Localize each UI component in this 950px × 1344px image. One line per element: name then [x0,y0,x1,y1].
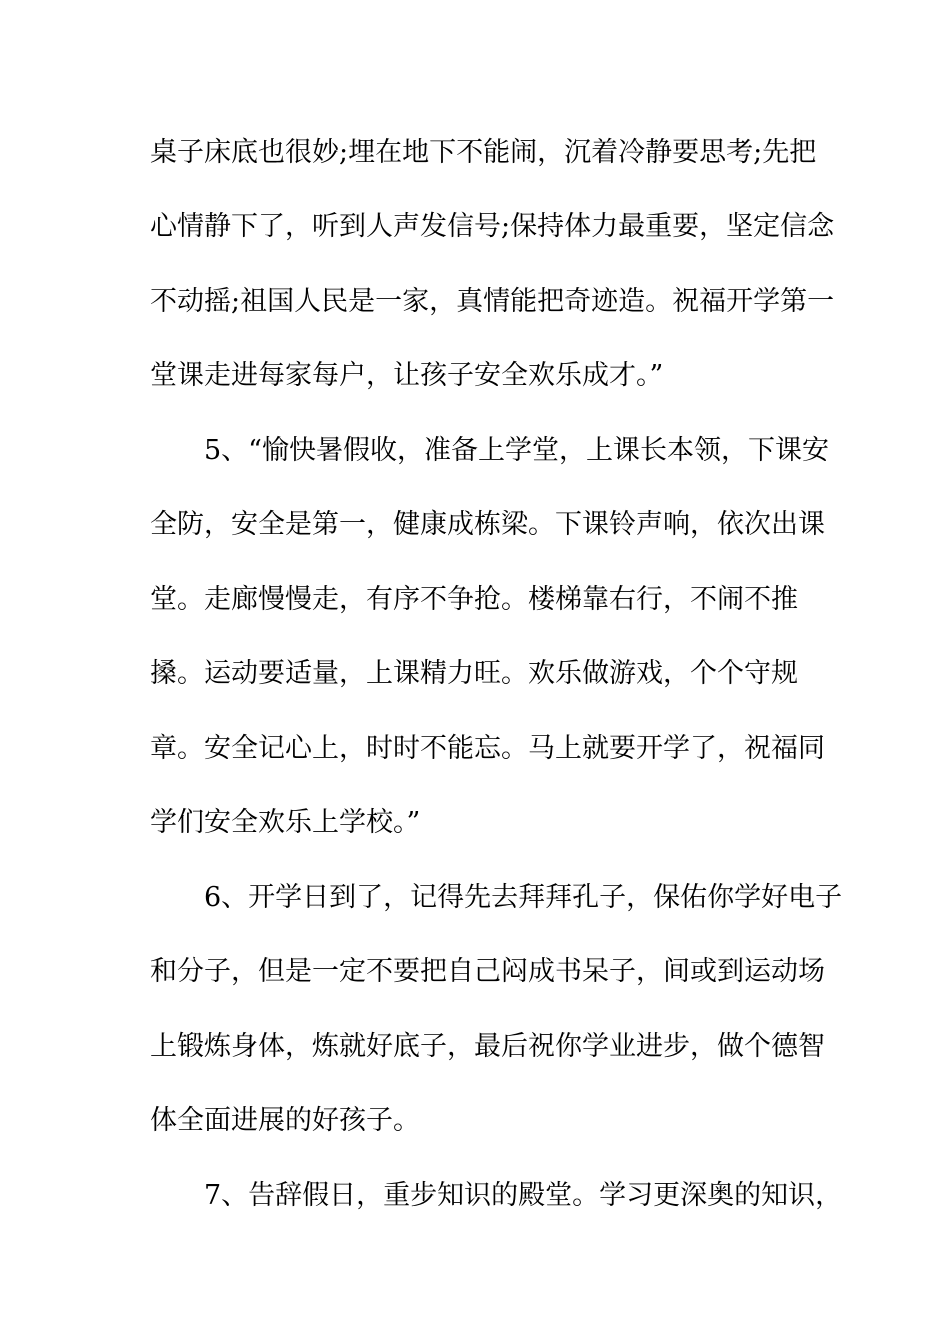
text-line: 体全面进展的好孩子。 [150,1105,420,1136]
text-line: 章。安全记心上，时时不能忘。马上就要开学了，祝福同 [150,733,825,764]
text-line: 堂。走廊慢慢走，有序不争抢。楼梯靠右行，不闹不推 [150,584,798,615]
text-line: 心情静下了，听到人声发信号;保持体力最重要，坚定信念 [150,211,835,242]
text-line: 6、开学日到了，记得先去拜拜孔子，保佑你学好电子 [150,882,843,913]
text-line: 全防，安全是第一，健康成栋梁。下课铃声响，依次出课 [150,509,825,540]
text-line: 不动摇;祖国人民是一家，真情能把奇迹造。祝福开学第一 [150,286,835,317]
text-line: 和分子，但是一定不要把自己闷成书呆子，间或到运动场 [150,956,825,987]
text-line: 学们安全欢乐上学校。” [150,807,421,838]
text-line: 上锻炼身体，炼就好底子，最后祝你学业进步，做个德智 [150,1031,825,1062]
text-line: 堂课走进每家每户，让孩子安全欢乐成才。” [150,360,664,391]
text-line: 5、“愉快暑假收，准备上学堂，上课长本领，下课安 [150,435,829,466]
text-line: 桌子床底也很妙;埋在地下不能闹，沉着冷静要思考;先把 [150,137,817,168]
text-line: 7、告辞假日，重步知识的殿堂。学习更深奥的知识， [150,1180,843,1211]
text-line: 搡。运动要适量，上课精力旺。欢乐做游戏，个个守规 [150,658,798,689]
